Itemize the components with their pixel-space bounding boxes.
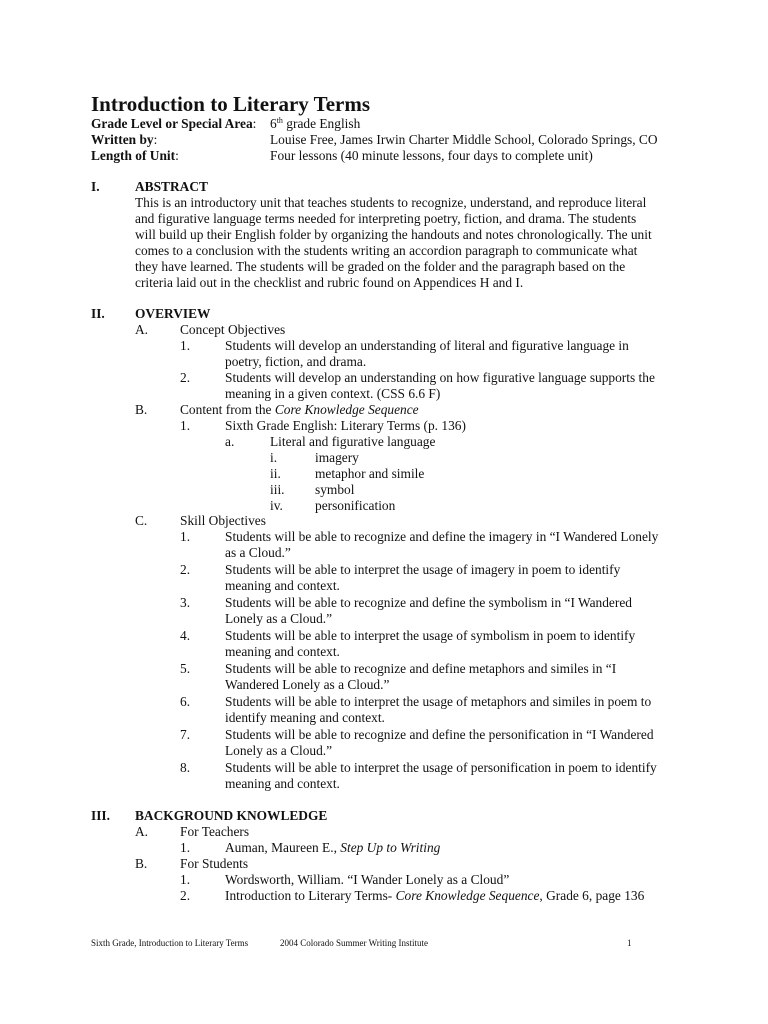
grade-value: 6th grade English: [270, 116, 361, 131]
list-item: Students will develop an understanding of literal and figurative language in: [225, 338, 629, 353]
overview-c-letter: C.: [135, 513, 148, 528]
list-item: symbol: [315, 482, 355, 497]
abstract-line: comes to a conclusion with the students writing an accordion paragraph to communicate what: [135, 243, 638, 258]
list-item-num: 8.: [180, 760, 191, 775]
list-item: Introduction to Literary Terms- Core Knowledge Sequence, Grade 6, page 136: [225, 888, 645, 903]
list-item-num: 6.: [180, 694, 191, 709]
list-item: Students will be able to recognize and define metaphors and similes in “I: [225, 661, 617, 676]
list-item: Wordsworth, William. “I Wander Lonely as a Cloud”: [225, 872, 510, 887]
section-heading-abstract: ABSTRACT: [135, 179, 208, 194]
list-item-num: 2.: [180, 562, 191, 577]
section-numeral-background: III.: [91, 808, 110, 823]
list-item: imagery: [315, 450, 359, 465]
list-item-num: 5.: [180, 661, 191, 676]
background-a-label: For Teachers: [180, 824, 250, 839]
list-item: meaning and context.: [225, 644, 340, 659]
abstract-line: This is an introductory unit that teaches students to recognize, understand, and reproduce literal: [135, 195, 647, 210]
list-item-num: 2.: [180, 888, 191, 903]
list-item: Students will be able to interpret the usage of personification in poem to identify: [225, 760, 657, 775]
abstract-line: criteria laid out in the checklist and rubric found on Appendices H and I.: [135, 275, 524, 290]
roman-num: ii.: [270, 466, 281, 481]
list-item: as a Cloud.”: [225, 545, 291, 560]
list-item: Students will be able to recognize and define the symbolism in “I Wandered: [225, 595, 632, 610]
list-item: Lonely as a Cloud.”: [225, 611, 333, 626]
abstract-line: they have learned. The students will be graded on the folder and the paragraph based on the: [135, 259, 626, 274]
list-item: meaning and context.: [225, 776, 340, 791]
list-item: Students will be able to recognize and define the imagery in “I Wandered Lonely: [225, 529, 659, 544]
list-item-num: 1.: [180, 840, 191, 855]
footer-left: Sixth Grade, Introduction to Literary Terms: [91, 938, 249, 948]
list-item-num: 3.: [180, 595, 191, 610]
abstract-line: will build up their English folder by organizing the handouts and notes chronologically. The unit: [135, 227, 652, 242]
length-label: Length of Unit:: [91, 148, 179, 163]
list-item-num: 1.: [180, 418, 191, 433]
list-item: metaphor and simile: [315, 466, 425, 481]
section-numeral-abstract: I.: [91, 179, 100, 194]
roman-num: i.: [270, 450, 278, 465]
length-value: Four lessons (40 minute lessons, four days to complete unit): [270, 148, 593, 163]
footer-center: 2004 Colorado Summer Writing Institute: [280, 938, 428, 948]
list-item: Wandered Lonely as a Cloud.”: [225, 677, 390, 692]
list-item-num: 1.: [180, 872, 191, 887]
list-item: Students will be able to recognize and define the personification in “I Wandered: [225, 727, 654, 742]
list-item: Auman, Maureen E., Step Up to Writing: [225, 840, 441, 855]
section-heading-background: BACKGROUND KNOWLEDGE: [135, 808, 328, 823]
list-item: personification: [315, 498, 396, 513]
list-item-num: 2.: [180, 370, 191, 385]
list-item-num: 7.: [180, 727, 191, 742]
list-item: identify meaning and context.: [225, 710, 385, 725]
list-item: Students will be able to interpret the usage of imagery in poem to identify: [225, 562, 621, 577]
background-a-letter: A.: [135, 824, 149, 839]
list-item-num: 1.: [180, 338, 191, 353]
list-item-letter: a.: [225, 434, 235, 449]
overview-a-letter: A.: [135, 322, 149, 337]
list-item: Lonely as a Cloud.”: [225, 743, 333, 758]
roman-num: iii.: [270, 482, 285, 497]
grade-label: Grade Level or Special Area:: [91, 116, 257, 131]
background-b-letter: B.: [135, 856, 148, 871]
page-title: Introduction to Literary Terms: [91, 92, 371, 116]
overview-b-label: Content from the Core Knowledge Sequence: [180, 402, 419, 417]
list-item: poetry, fiction, and drama.: [225, 354, 367, 369]
written-by-label: Written by:: [91, 132, 158, 147]
list-item: Students will be able to interpret the usage of symbolism in poem to identify: [225, 628, 636, 643]
written-by-value: Louise Free, James Irwin Charter Middle School, Colorado Springs, CO: [270, 132, 658, 147]
overview-a-label: Concept Objectives: [180, 322, 286, 337]
list-item-num: 4.: [180, 628, 191, 643]
section-numeral-overview: II.: [91, 306, 105, 321]
abstract-line: and figurative language terms needed for interpreting poetry, fiction, and drama. The students: [135, 211, 637, 226]
list-item: meaning in a given context. (CSS 6.6 F): [225, 386, 441, 401]
page-number: 1: [627, 938, 632, 948]
overview-c-label: Skill Objectives: [180, 513, 266, 528]
section-heading-overview: OVERVIEW: [135, 306, 211, 321]
list-item: Sixth Grade English: Literary Terms (p. 136): [225, 418, 466, 433]
background-b-label: For Students: [180, 856, 249, 871]
list-item: Students will develop an understanding on how figurative language supports the: [225, 370, 655, 385]
list-item: Students will be able to interpret the usage of metaphors and similes in poem to: [225, 694, 652, 709]
list-item: Literal and figurative language: [270, 434, 436, 449]
abstract-paragraph: [135, 195, 652, 291]
roman-num: iv.: [270, 498, 283, 513]
list-item-num: 1.: [180, 529, 191, 544]
list-item: meaning and context.: [225, 578, 340, 593]
overview-b-letter: B.: [135, 402, 148, 417]
